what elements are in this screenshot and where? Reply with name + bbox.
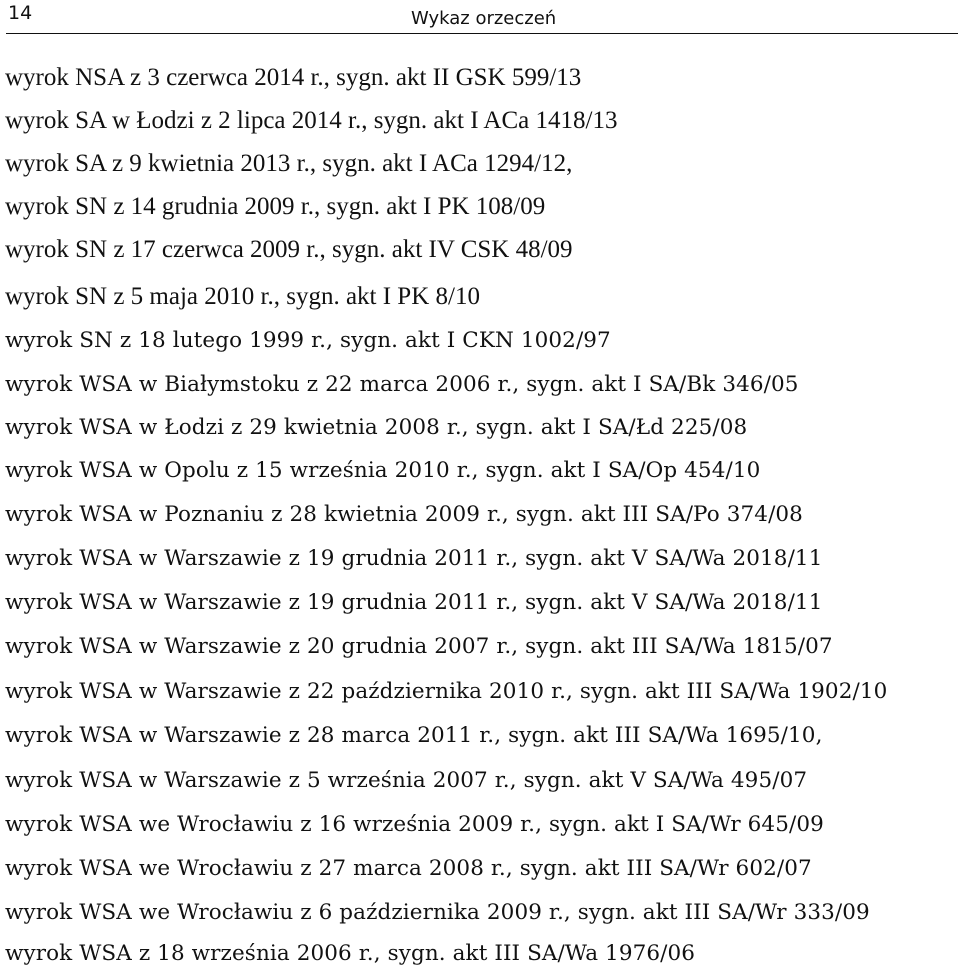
case-law-entry: wyrok WSA w Warszawie z 28 marca 2011 r., sygn. akt III SA/Wa 1695/10, <box>5 723 823 748</box>
case-law-entry: wyrok WSA w Warszawie z 19 grudnia 2011 r., sygn. akt V SA/Wa 2018/11 <box>5 590 823 615</box>
case-law-entry: wyrok WSA w Warszawie z 5 września 2007 r., sygn. akt V SA/Wa 495/07 <box>5 768 808 793</box>
case-law-entry: wyrok WSA we Wrocławiu z 27 marca 2008 r., sygn. akt III SA/Wr 602/07 <box>5 856 812 881</box>
page-number: 14 <box>8 2 33 24</box>
case-law-entry: wyrok SN z 17 czerwca 2009 r., sygn. akt IV CSK 48/09 <box>5 236 573 263</box>
case-law-entry: wyrok WSA w Warszawie z 20 grudnia 2007 r., sygn. akt III SA/Wa 1815/07 <box>5 634 833 659</box>
case-law-entry: wyrok SA z 9 kwietnia 2013 r., sygn. akt I ACa 1294/12, <box>5 150 573 177</box>
case-law-entry: wyrok WSA w Łodzi z 29 kwietnia 2008 r., sygn. akt I SA/Łd 225/08 <box>5 415 748 440</box>
case-law-entry: wyrok SN z 14 grudnia 2009 r., sygn. akt I PK 108/09 <box>5 193 546 220</box>
case-law-entry: wyrok WSA we Wrocławiu z 16 września 2009 r., sygn. akt I SA/Wr 645/09 <box>5 812 824 837</box>
case-law-entry: wyrok WSA w Warszawie z 19 grudnia 2011 r., sygn. akt V SA/Wa 2018/11 <box>5 546 823 571</box>
case-law-entry: wyrok WSA z 18 września 2006 r., sygn. akt III SA/Wa 1976/06 <box>5 941 696 966</box>
running-title: Wykaz orzeczeń <box>411 8 557 29</box>
case-law-entry: wyrok SN z 5 maja 2010 r., sygn. akt I PK 8/10 <box>5 283 480 310</box>
case-law-entry: wyrok WSA we Wrocławiu z 6 października 2009 r., sygn. akt III SA/Wr 333/09 <box>5 900 870 925</box>
case-law-entry: wyrok WSA w Opolu z 15 września 2010 r., sygn. akt I SA/Op 454/10 <box>5 458 761 483</box>
case-law-entry: wyrok WSA w Warszawie z 22 października 2010 r., sygn. akt III SA/Wa 1902/10 <box>5 679 888 704</box>
case-law-entry: wyrok WSA w Białymstoku z 22 marca 2006 r., sygn. akt I SA/Bk 346/05 <box>5 372 799 397</box>
case-law-entry: wyrok NSA z 3 czerwca 2014 r., sygn. akt II GSK 599/13 <box>5 64 582 91</box>
case-law-entry: wyrok SA w Łodzi z 2 lipca 2014 r., sygn. akt I ACa 1418/13 <box>5 107 618 134</box>
case-law-entry: wyrok WSA w Poznaniu z 28 kwietnia 2009 r., sygn. akt III SA/Po 374/08 <box>5 502 803 527</box>
case-law-entry: wyrok SN z 18 lutego 1999 r., sygn. akt I CKN 1002/97 <box>5 328 611 353</box>
